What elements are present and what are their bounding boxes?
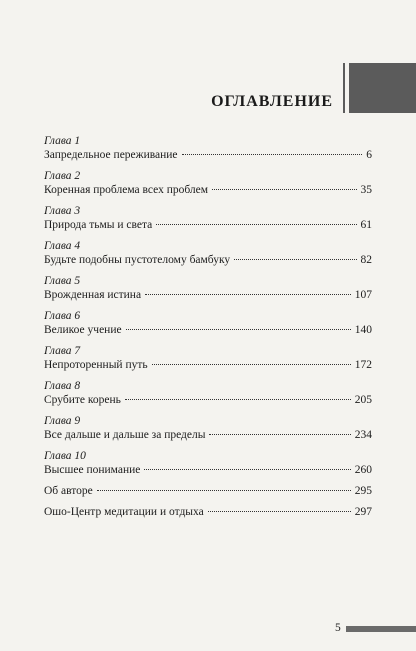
dot-leader	[152, 364, 351, 365]
header-block	[349, 63, 416, 113]
toc-group	[44, 414, 372, 443]
dot-leader	[212, 189, 356, 190]
chapter-label: Глава 8	[44, 380, 81, 392]
toc-group	[44, 484, 372, 499]
dot-leader	[182, 154, 363, 155]
toc-entry	[44, 183, 372, 198]
chapter-label: Глава 10	[44, 450, 86, 462]
chapter-label: Глава 6	[44, 310, 81, 322]
toc-entry	[44, 484, 372, 499]
toc-group	[44, 274, 372, 303]
toc-entry	[44, 393, 372, 408]
entry-title: Природа тьмы и света	[44, 219, 153, 231]
toc-group	[44, 169, 372, 198]
entry-title: Запредельное переживание	[44, 149, 178, 161]
entry-page: 82	[360, 254, 372, 266]
toc-group	[44, 449, 372, 478]
entry-title: Ошо-Центр медитации и отдыха	[44, 506, 204, 518]
chapter-label: Глава 4	[44, 240, 81, 252]
entry-page: 140	[354, 324, 372, 336]
entry-page: 61	[360, 219, 372, 231]
entry-page: 260	[354, 464, 372, 476]
entry-title: Непроторенный путь	[44, 359, 148, 371]
entry-title: Врожденная истина	[44, 289, 142, 301]
toc-entry	[44, 148, 372, 163]
toc-group	[44, 134, 372, 163]
page-title: ОГЛАВЛЕНИЕ	[211, 93, 333, 110]
toc-group	[44, 204, 372, 233]
entry-page: 295	[354, 485, 372, 497]
toc-group	[44, 505, 372, 520]
entry-page: 6	[366, 149, 372, 161]
dot-leader	[97, 490, 351, 491]
dot-leader	[234, 259, 356, 260]
dot-leader	[145, 294, 351, 295]
toc-group	[44, 309, 372, 338]
chapter-label: Глава 3	[44, 205, 81, 217]
dot-leader	[126, 329, 351, 330]
toc-entry	[44, 253, 372, 268]
entry-page: 205	[354, 394, 372, 406]
dot-leader	[209, 434, 350, 435]
dot-leader	[156, 224, 356, 225]
entry-title: Срубите корень	[44, 394, 121, 406]
chapter-label: Глава 2	[44, 170, 81, 182]
entry-title: Великое учение	[44, 324, 122, 336]
entry-title: Высшее понимание	[44, 464, 141, 476]
toc-entry	[44, 358, 372, 373]
toc-entry	[44, 288, 372, 303]
toc-group	[44, 379, 372, 408]
chapter-label: Глава 1	[44, 135, 81, 147]
folio-bar	[346, 626, 416, 632]
dot-leader	[208, 511, 351, 512]
toc-entry	[44, 505, 372, 520]
toc-entry	[44, 428, 372, 443]
entry-page: 297	[354, 506, 372, 518]
dot-leader	[125, 399, 351, 400]
chapter-label: Глава 7	[44, 345, 81, 357]
entry-page: 234	[354, 429, 372, 441]
entry-title: Об авторе	[44, 485, 93, 497]
entry-title: Коренная проблема всех проблем	[44, 184, 209, 196]
chapter-label: Глава 5	[44, 275, 81, 287]
toc-entry	[44, 463, 372, 478]
entry-title: Все дальше и дальше за пределы	[44, 429, 206, 441]
entry-page: 35	[360, 184, 372, 196]
chapter-label: Глава 9	[44, 415, 81, 427]
entry-page: 172	[354, 359, 372, 371]
toc-entry	[44, 323, 372, 338]
page-number: 5	[335, 622, 341, 634]
dot-leader	[144, 469, 350, 470]
table-of-contents	[44, 134, 372, 526]
entry-page: 107	[354, 289, 372, 301]
toc-group	[44, 239, 372, 268]
toc-group	[44, 344, 372, 373]
toc-entry	[44, 218, 372, 233]
entry-title: Будьте подобны пустотелому бамбуку	[44, 254, 231, 266]
header-rule	[343, 63, 345, 113]
